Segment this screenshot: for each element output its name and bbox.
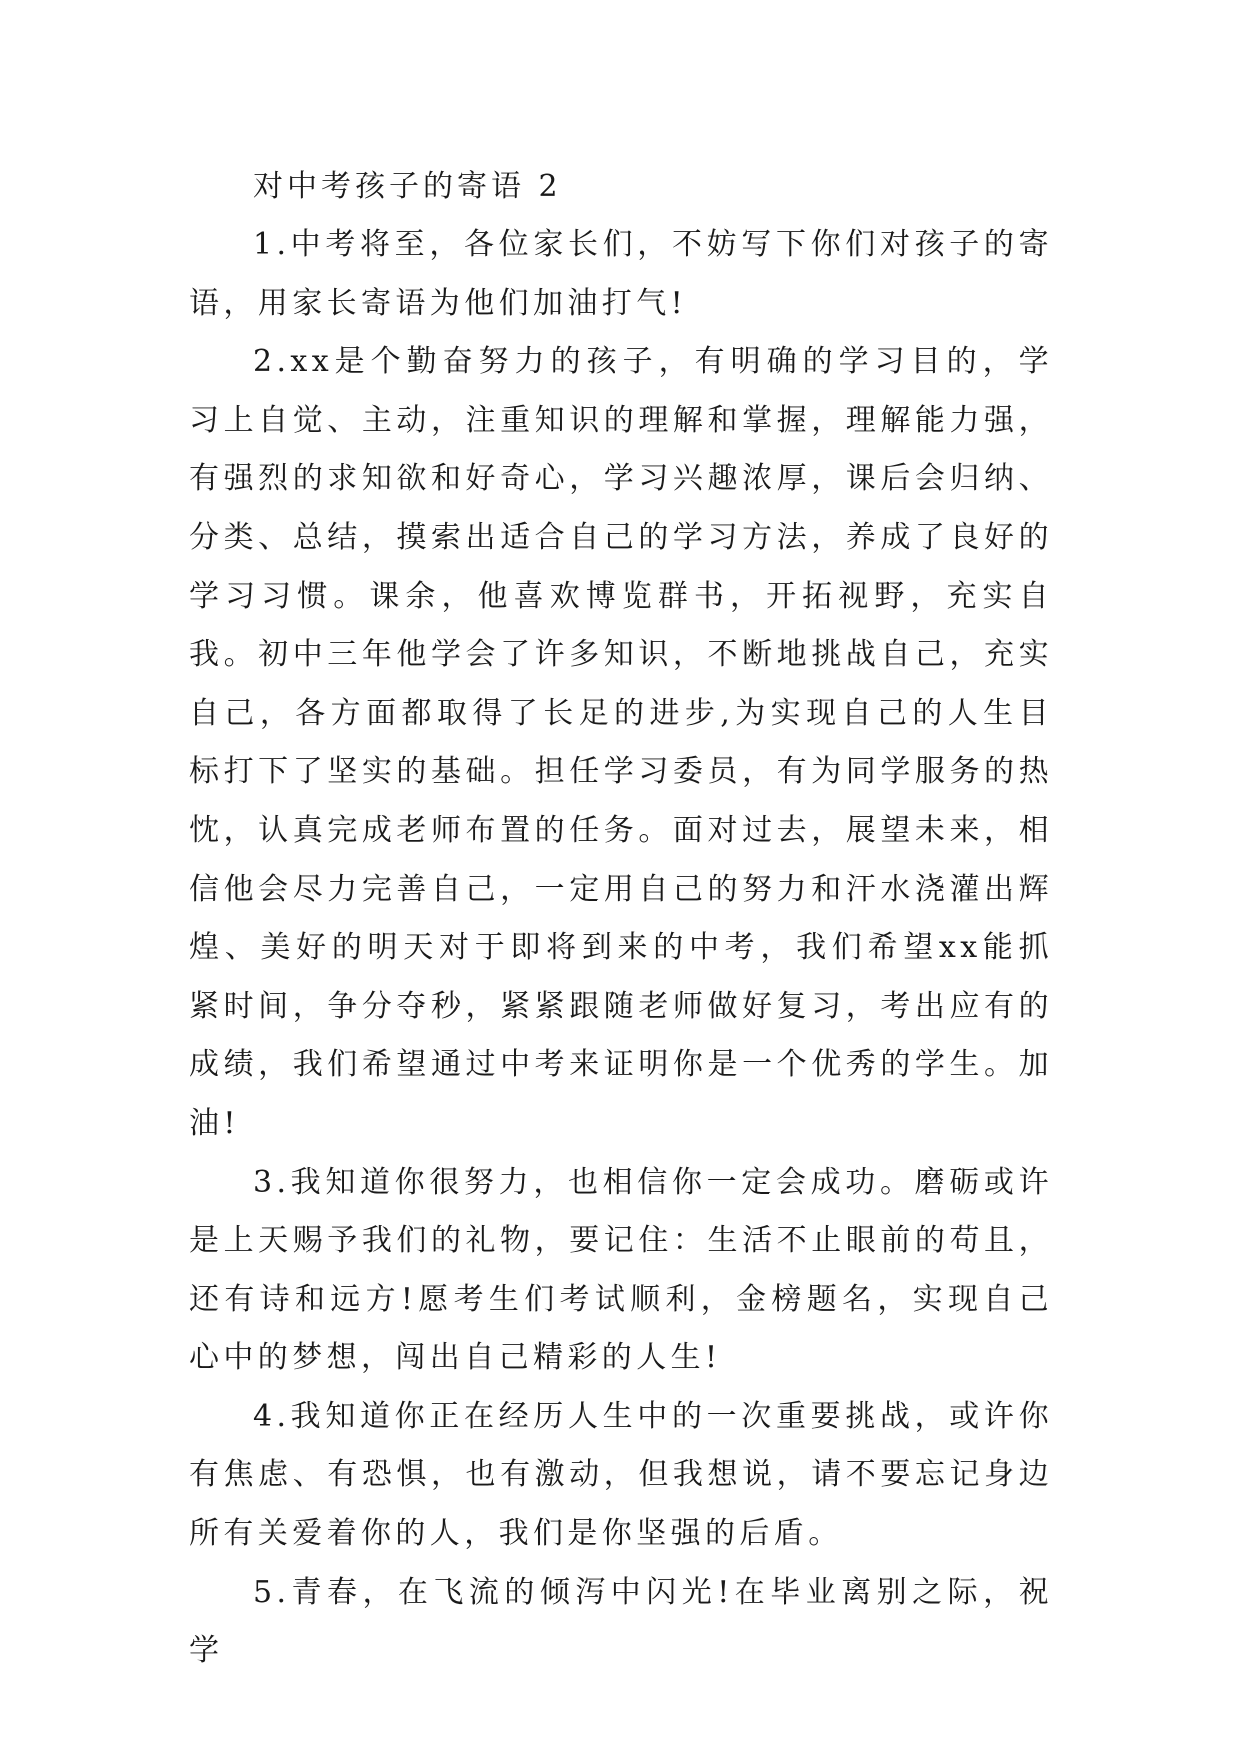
document-title: 对中考孩子的寄语 2	[253, 169, 562, 204]
document-body	[189, 158, 1053, 1681]
paragraph-2: 2.xx是个勤奋努力的孩子，有明确的学习目的，学习上自觉、主动，注重知识的理解和掌握，理解能力强，有强烈的求知欲和好奇心，学习兴趣浓厚，课后会归纳、分类、总结，摸索出适合自己的学习方法，养成了良好的学习习惯。课余，他喜欢博览群书，开拓视野，充实自我。初中三年他学会了许多知识，不断地挑战自己，充实自己，各方面都取得了长足的进步,为实现自己的人生目标打下了坚实的基础。担任学习委员，有为同学服务的热忱，认真完成老师布置的任务。面对过去，展望未来，相信他会尽力完善自己，一定用自己的努力和汗水浇灌出辉煌、美好的明天对于即将到来的中考，我们希望xx能抓紧时间，争分夺秒，紧紧跟随老师做好复习，考出应有的成绩，我们希望通过中考来证明你是一个优秀的学生。加油!	[189, 344, 1053, 1141]
paragraph-1: 1.中考将至，各位家长们，不妨写下你们对孩子的寄语，用家长寄语为他们加油打气!	[189, 227, 1053, 321]
paragraph-4: 4.我知道你正在经历人生中的一次重要挑战，或许你有焦虑、有恐惧，也有激动，但我想说，请不要忘记身边所有关爱着你的人，我们是你坚强的后盾。	[189, 1398, 1053, 1552]
paragraph-3: 3.我知道你很努力，也相信你一定会成功。磨砺或许是上天赐予我们的礼物，要记住：生活不止眼前的苟且，还有诗和远方!愿考生们考试顺利，金榜题名，实现自己心中的梦想，闯出自己精彩的人生!	[189, 1164, 1053, 1376]
paragraph-5: 5.青春，在飞流的倾泻中闪光!在毕业离别之际，祝学	[189, 1574, 1053, 1669]
